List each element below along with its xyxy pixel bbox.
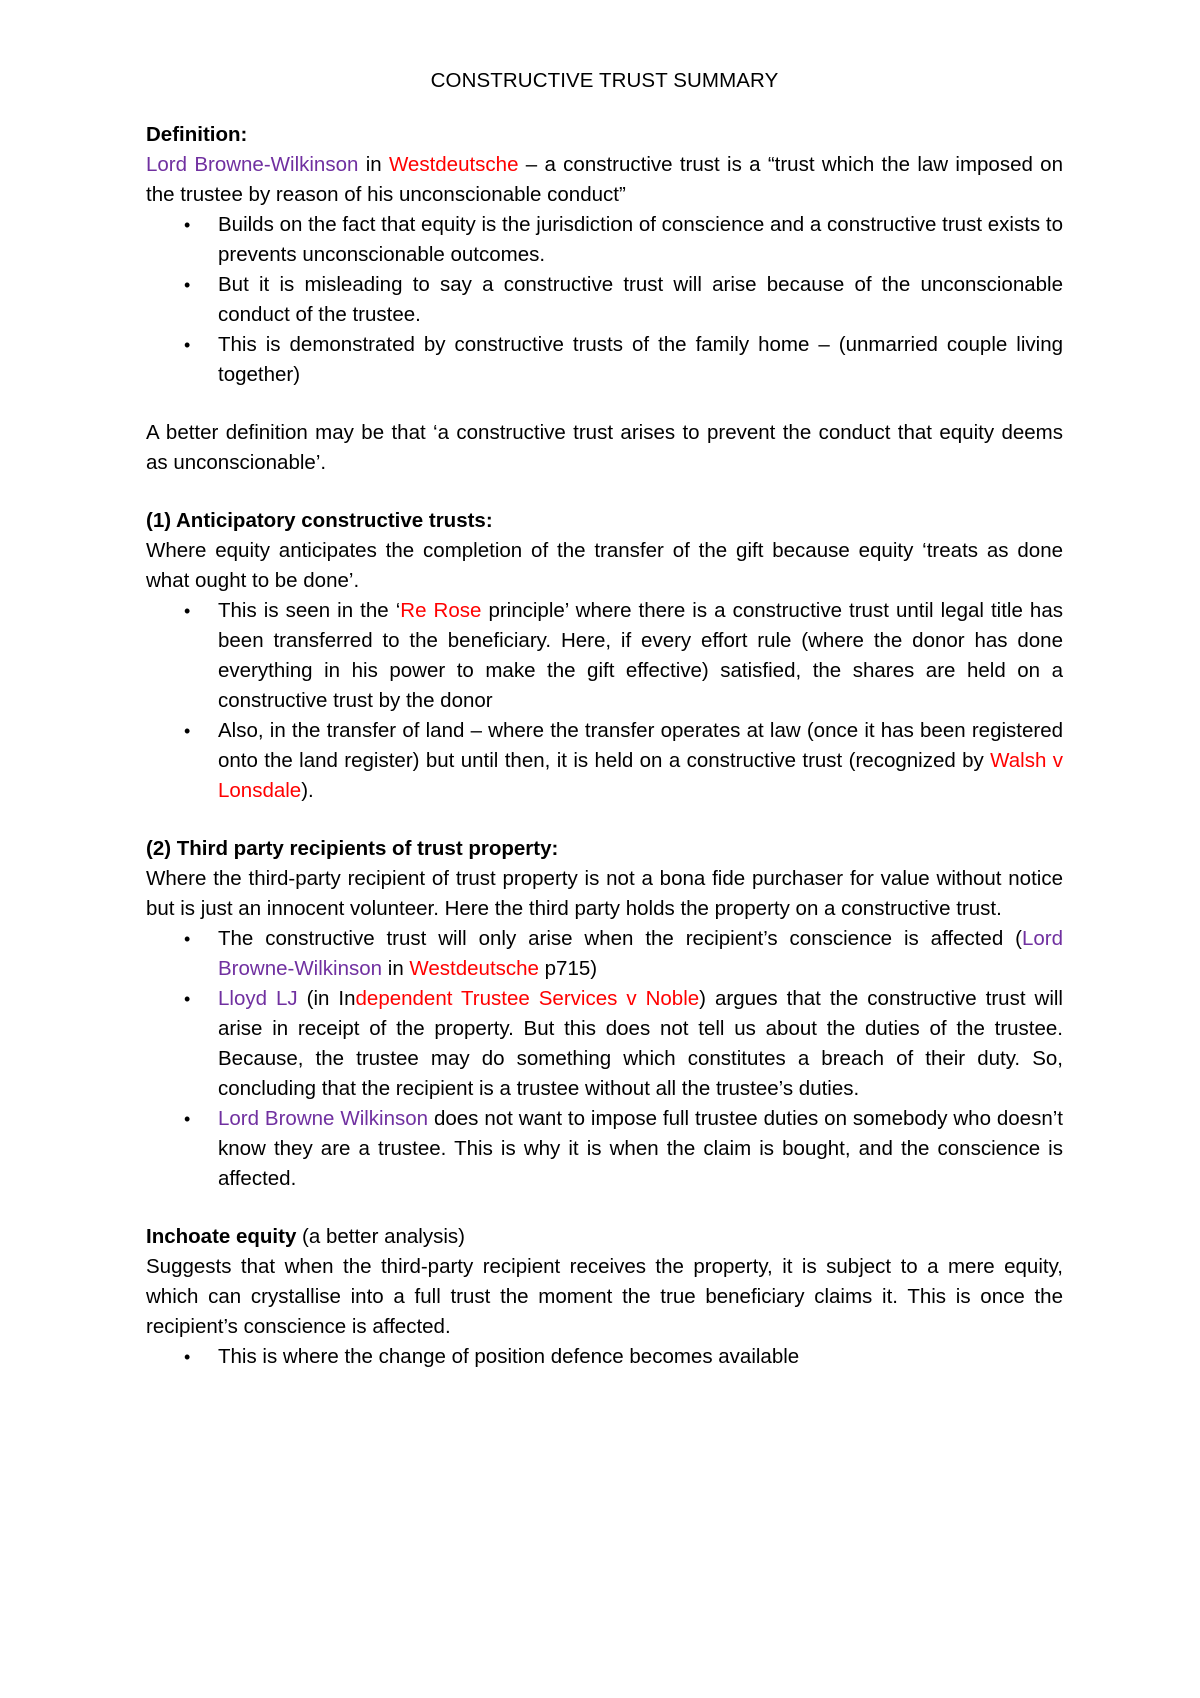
text-run: ) argues that the constructive trust will arise in receipt of the property. But this does not tell us about the duties of the trustee. Because, the trustee may do something which constitutes a breach of their duty. So, concluding that the recipient is a trustee without all the trustee’s duties. <box>218 987 1063 1100</box>
page-title: CONSTRUCTIVE TRUST SUMMARY <box>430 69 779 92</box>
bullet-icon: • <box>184 335 191 355</box>
bullet-icon: • <box>184 721 191 741</box>
anticipatory-bullets <box>146 596 1063 806</box>
bullet-icon: • <box>184 215 191 235</box>
bullet-icon: • <box>184 1347 191 1367</box>
bullet-item <box>184 330 1063 390</box>
bullet-icon: • <box>184 929 191 949</box>
person-name: Lord Browne Wilkinson <box>218 1107 429 1130</box>
third-party-section <box>146 834 1063 1194</box>
person-name: Lloyd LJ <box>218 987 298 1010</box>
third-party-intro: Where the third-party recipient of trust property is not a bona fide purchaser for value without notice but is just an innocent volunteer. Here the third party holds the property on a constructive trust. <box>146 867 1063 920</box>
anticipatory-heading: (1) Anticipatory constructive trusts: <box>146 509 493 532</box>
text-run: (in In <box>297 987 356 1010</box>
person-name: Lord Browne-Wilkinson <box>218 927 1063 980</box>
anticipatory-intro: Where equity anticipates the completion of the transfer of the gift because equity ‘treats as done what ought to be done’. <box>146 539 1063 592</box>
inchoate-heading-bold: Inchoate equity <box>146 1225 297 1248</box>
text-run: This is demonstrated by constructive trusts of the family home – (unmarried couple living together) <box>218 333 1063 386</box>
inchoate-heading <box>146 1222 1063 1252</box>
bullet-icon: • <box>184 275 191 295</box>
text-run: Also, in the transfer of land – where the transfer operates at law (once it has been registered onto the land register) but until then, it is held on a constructive trust (recognized by <box>218 719 1063 772</box>
case-name: Walsh v Lonsdale <box>218 749 1063 802</box>
text-run: The constructive trust will only arise when the recipient’s conscience is affected ( <box>218 927 1022 950</box>
third-party-bullets <box>146 924 1063 1194</box>
bullet-icon: • <box>184 989 191 1009</box>
person-name: Lord Browne-Wilkinson <box>146 153 359 176</box>
text-run: Builds on the fact that equity is the jurisdiction of conscience and a constructive trust exists to prevents unconscionable outcomes. <box>218 213 1063 266</box>
case-name: dependent Trustee Services v Noble <box>355 987 700 1010</box>
bullet-item <box>184 716 1063 806</box>
text-run: This is seen in the ‘ <box>218 599 401 622</box>
bullet-item <box>184 1342 1063 1372</box>
definition-section <box>146 120 1063 478</box>
inchoate-heading-rest: (a better analysis) <box>296 1225 465 1248</box>
text-run: in <box>382 957 410 980</box>
inchoate-bullets <box>146 1342 1063 1372</box>
document-body <box>146 66 1063 1372</box>
text-run: But it is misleading to say a constructive trust will arise because of the unconscionable conduct of the trustee. <box>218 273 1063 326</box>
inchoate-section <box>146 1222 1063 1372</box>
case-name: Westdeutsche <box>388 153 519 176</box>
text-run: in <box>358 153 389 176</box>
text-run: – a constructive trust is a “trust which the law imposed on the trustee by reason of his unconscionable conduct” <box>146 153 1063 206</box>
definition-bullets <box>146 210 1063 390</box>
better-definition: A better definition may be that ‘a constructive trust arises to prevent the conduct that equity deems as unconscionable’. <box>146 421 1063 474</box>
case-name: Westdeutsche <box>409 957 539 980</box>
text-run: This is where the change of position defence becomes available <box>218 1345 800 1368</box>
bullet-icon: • <box>184 601 191 621</box>
third-party-heading: (2) Third party recipients of trust property: <box>146 837 559 860</box>
bullet-item <box>184 270 1063 330</box>
text-run: principle’ where there is a constructive trust until legal title has been transferred to the beneficiary. Here, if every effort rule (where the donor has done everything in his power to make the gift effective) satisfied, the shares are held on a constructive trust by the donor <box>218 599 1063 712</box>
bullet-item <box>184 210 1063 270</box>
bullet-item <box>184 984 1063 1104</box>
inchoate-intro: Suggests that when the third-party recipient receives the property, it is subject to a mere equity, which can crystallise into a full trust the moment the true beneficiary claims it. This is once the recipient’s conscience is affected. <box>146 1255 1063 1338</box>
bullet-item <box>184 924 1063 984</box>
case-name: Re Rose <box>400 599 482 622</box>
bullet-item <box>184 596 1063 716</box>
text-run: p715) <box>538 957 598 980</box>
bullet-item <box>184 1104 1063 1194</box>
definition-heading: Definition: <box>146 123 248 146</box>
text-run: does not want to impose full trustee duties on somebody who doesn’t know they are a trustee. This is why it is when the claim is bought, and the conscience is affected. <box>218 1107 1063 1190</box>
definition-intro <box>146 150 1063 210</box>
anticipatory-section <box>146 506 1063 806</box>
text-run: ). <box>301 779 314 802</box>
bullet-icon: • <box>184 1109 191 1129</box>
